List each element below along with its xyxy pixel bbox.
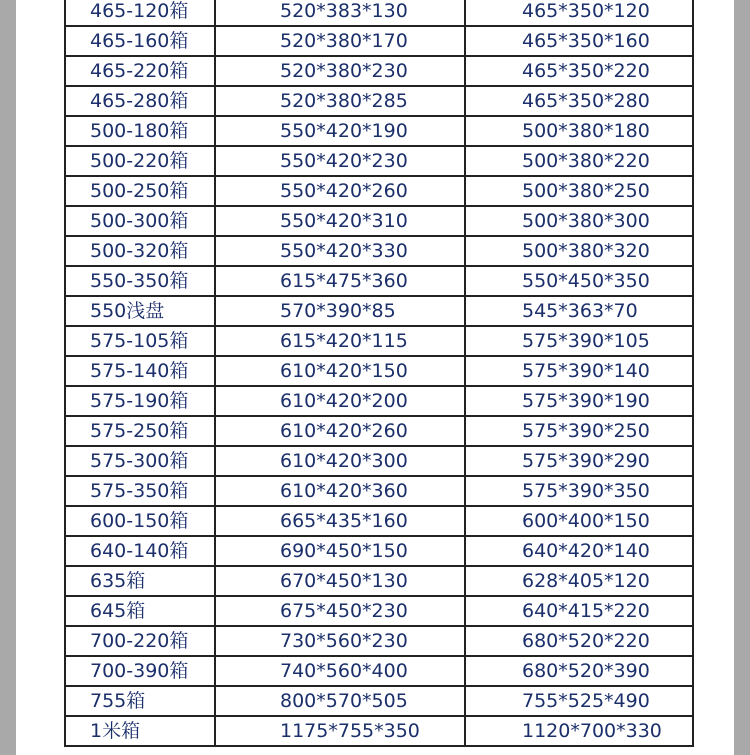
table-row — [66, 535, 692, 565]
outer-size-cell: 730*560*230 — [216, 627, 466, 655]
outer-size-cell: 520*380*170 — [216, 27, 466, 55]
model-cell: 700-220箱 — [66, 627, 216, 655]
outer-size-cell: 690*450*150 — [216, 537, 466, 565]
model-cell: 465-220箱 — [66, 57, 216, 85]
inner-size-cell: 600*400*150 — [522, 510, 650, 532]
table-row — [66, 415, 692, 445]
table-row — [66, 265, 692, 295]
model-cell: 500-250箱 — [66, 177, 216, 205]
outer-size-cell: 610*420*300 — [216, 447, 466, 475]
model-cell: 1米箱 — [66, 717, 216, 745]
inner-size-cell: 465*350*160 — [522, 30, 650, 52]
outer-size-cell: 520*380*285 — [216, 87, 466, 115]
table-row — [66, 235, 692, 265]
table-row — [66, 115, 692, 145]
table-row — [66, 325, 692, 355]
table-row — [66, 145, 692, 175]
inner-size-cell: 500*380*180 — [522, 120, 650, 142]
model-cell: 500-180箱 — [66, 117, 216, 145]
model-cell: 575-140箱 — [66, 357, 216, 385]
inner-size-cell: 500*380*300 — [522, 210, 650, 232]
inner-size-cell: 575*390*290 — [522, 450, 650, 472]
outer-size-cell: 610*420*260 — [216, 417, 466, 445]
table-row — [66, 175, 692, 205]
model-cell: 465-280箱 — [66, 87, 216, 115]
model-cell: 575-250箱 — [66, 417, 216, 445]
outer-size-cell: 615*475*360 — [216, 267, 466, 295]
inner-size-cell: 550*450*350 — [522, 270, 650, 292]
outer-size-cell: 520*380*230 — [216, 57, 466, 85]
inner-size-cell: 680*520*220 — [522, 630, 650, 652]
model-cell: 465-120箱 — [66, 0, 216, 25]
table-row — [66, 685, 692, 715]
table-row — [66, 715, 692, 745]
table-row — [66, 625, 692, 655]
inner-size-cell: 465*350*220 — [522, 60, 650, 82]
model-cell: 600-150箱 — [66, 507, 216, 535]
outer-size-cell: 550*420*260 — [216, 177, 466, 205]
inner-size-cell: 575*390*250 — [522, 420, 650, 442]
inner-size-cell: 755*525*490 — [522, 690, 650, 712]
inner-size-cell: 640*420*140 — [522, 540, 650, 562]
model-cell: 550浅盘 — [66, 297, 216, 325]
outer-size-cell: 610*420*360 — [216, 477, 466, 505]
inner-size-cell: 545*363*70 — [522, 300, 638, 322]
model-cell: 550-350箱 — [66, 267, 216, 295]
table-row — [66, 295, 692, 325]
inner-size-cell: 465*350*280 — [522, 90, 650, 112]
model-cell: 500-300箱 — [66, 207, 216, 235]
model-cell: 575-105箱 — [66, 327, 216, 355]
model-cell: 645箱 — [66, 597, 216, 625]
model-cell: 635箱 — [66, 567, 216, 595]
table-row — [66, 25, 692, 55]
table-row — [66, 655, 692, 685]
table-row — [66, 505, 692, 535]
outer-size-cell: 550*420*190 — [216, 117, 466, 145]
model-cell: 640-140箱 — [66, 537, 216, 565]
inner-size-cell: 500*380*250 — [522, 180, 650, 202]
table-row — [66, 595, 692, 625]
inner-size-cell: 640*415*220 — [522, 600, 650, 622]
model-cell: 575-350箱 — [66, 477, 216, 505]
inner-size-cell: 500*380*220 — [522, 150, 650, 172]
table-row — [66, 475, 692, 505]
outer-size-cell: 670*450*130 — [216, 567, 466, 595]
outer-size-cell: 550*420*330 — [216, 237, 466, 265]
outer-size-cell: 800*570*505 — [216, 687, 466, 715]
outer-size-cell: 610*420*150 — [216, 357, 466, 385]
model-cell: 575-190箱 — [66, 387, 216, 415]
outer-size-cell: 550*420*230 — [216, 147, 466, 175]
model-cell: 700-390箱 — [66, 657, 216, 685]
inner-size-cell: 575*390*140 — [522, 360, 650, 382]
table-row — [66, 355, 692, 385]
inner-size-cell: 1120*700*330 — [522, 720, 662, 742]
outer-size-cell: 675*450*230 — [216, 597, 466, 625]
table-row — [66, 0, 692, 25]
inner-size-cell: 575*390*350 — [522, 480, 650, 502]
inner-size-cell: 680*520*390 — [522, 660, 650, 682]
outer-size-cell: 1175*755*350 — [216, 717, 466, 745]
inner-size-cell: 628*405*120 — [522, 570, 650, 592]
table-row — [66, 85, 692, 115]
table-row — [66, 385, 692, 415]
model-cell: 755箱 — [66, 687, 216, 715]
model-cell: 500-220箱 — [66, 147, 216, 175]
outer-size-cell: 615*420*115 — [216, 327, 466, 355]
table-row — [66, 55, 692, 85]
spec-table — [64, 0, 694, 747]
outer-size-cell: 550*420*310 — [216, 207, 466, 235]
model-cell: 500-320箱 — [66, 237, 216, 265]
outer-size-cell: 665*435*160 — [216, 507, 466, 535]
table-row — [66, 445, 692, 475]
model-cell: 465-160箱 — [66, 27, 216, 55]
document-page — [16, 0, 734, 755]
outer-size-cell: 740*560*400 — [216, 657, 466, 685]
inner-size-cell: 575*390*190 — [522, 390, 650, 412]
outer-size-cell: 610*420*200 — [216, 387, 466, 415]
model-cell: 575-300箱 — [66, 447, 216, 475]
inner-size-cell: 465*350*120 — [522, 0, 650, 22]
table-row — [66, 205, 692, 235]
inner-size-cell: 500*380*320 — [522, 240, 650, 262]
outer-size-cell: 520*383*130 — [216, 0, 466, 25]
table-row — [66, 565, 692, 595]
inner-size-cell: 575*390*105 — [522, 330, 650, 352]
outer-size-cell: 570*390*85 — [216, 297, 466, 325]
